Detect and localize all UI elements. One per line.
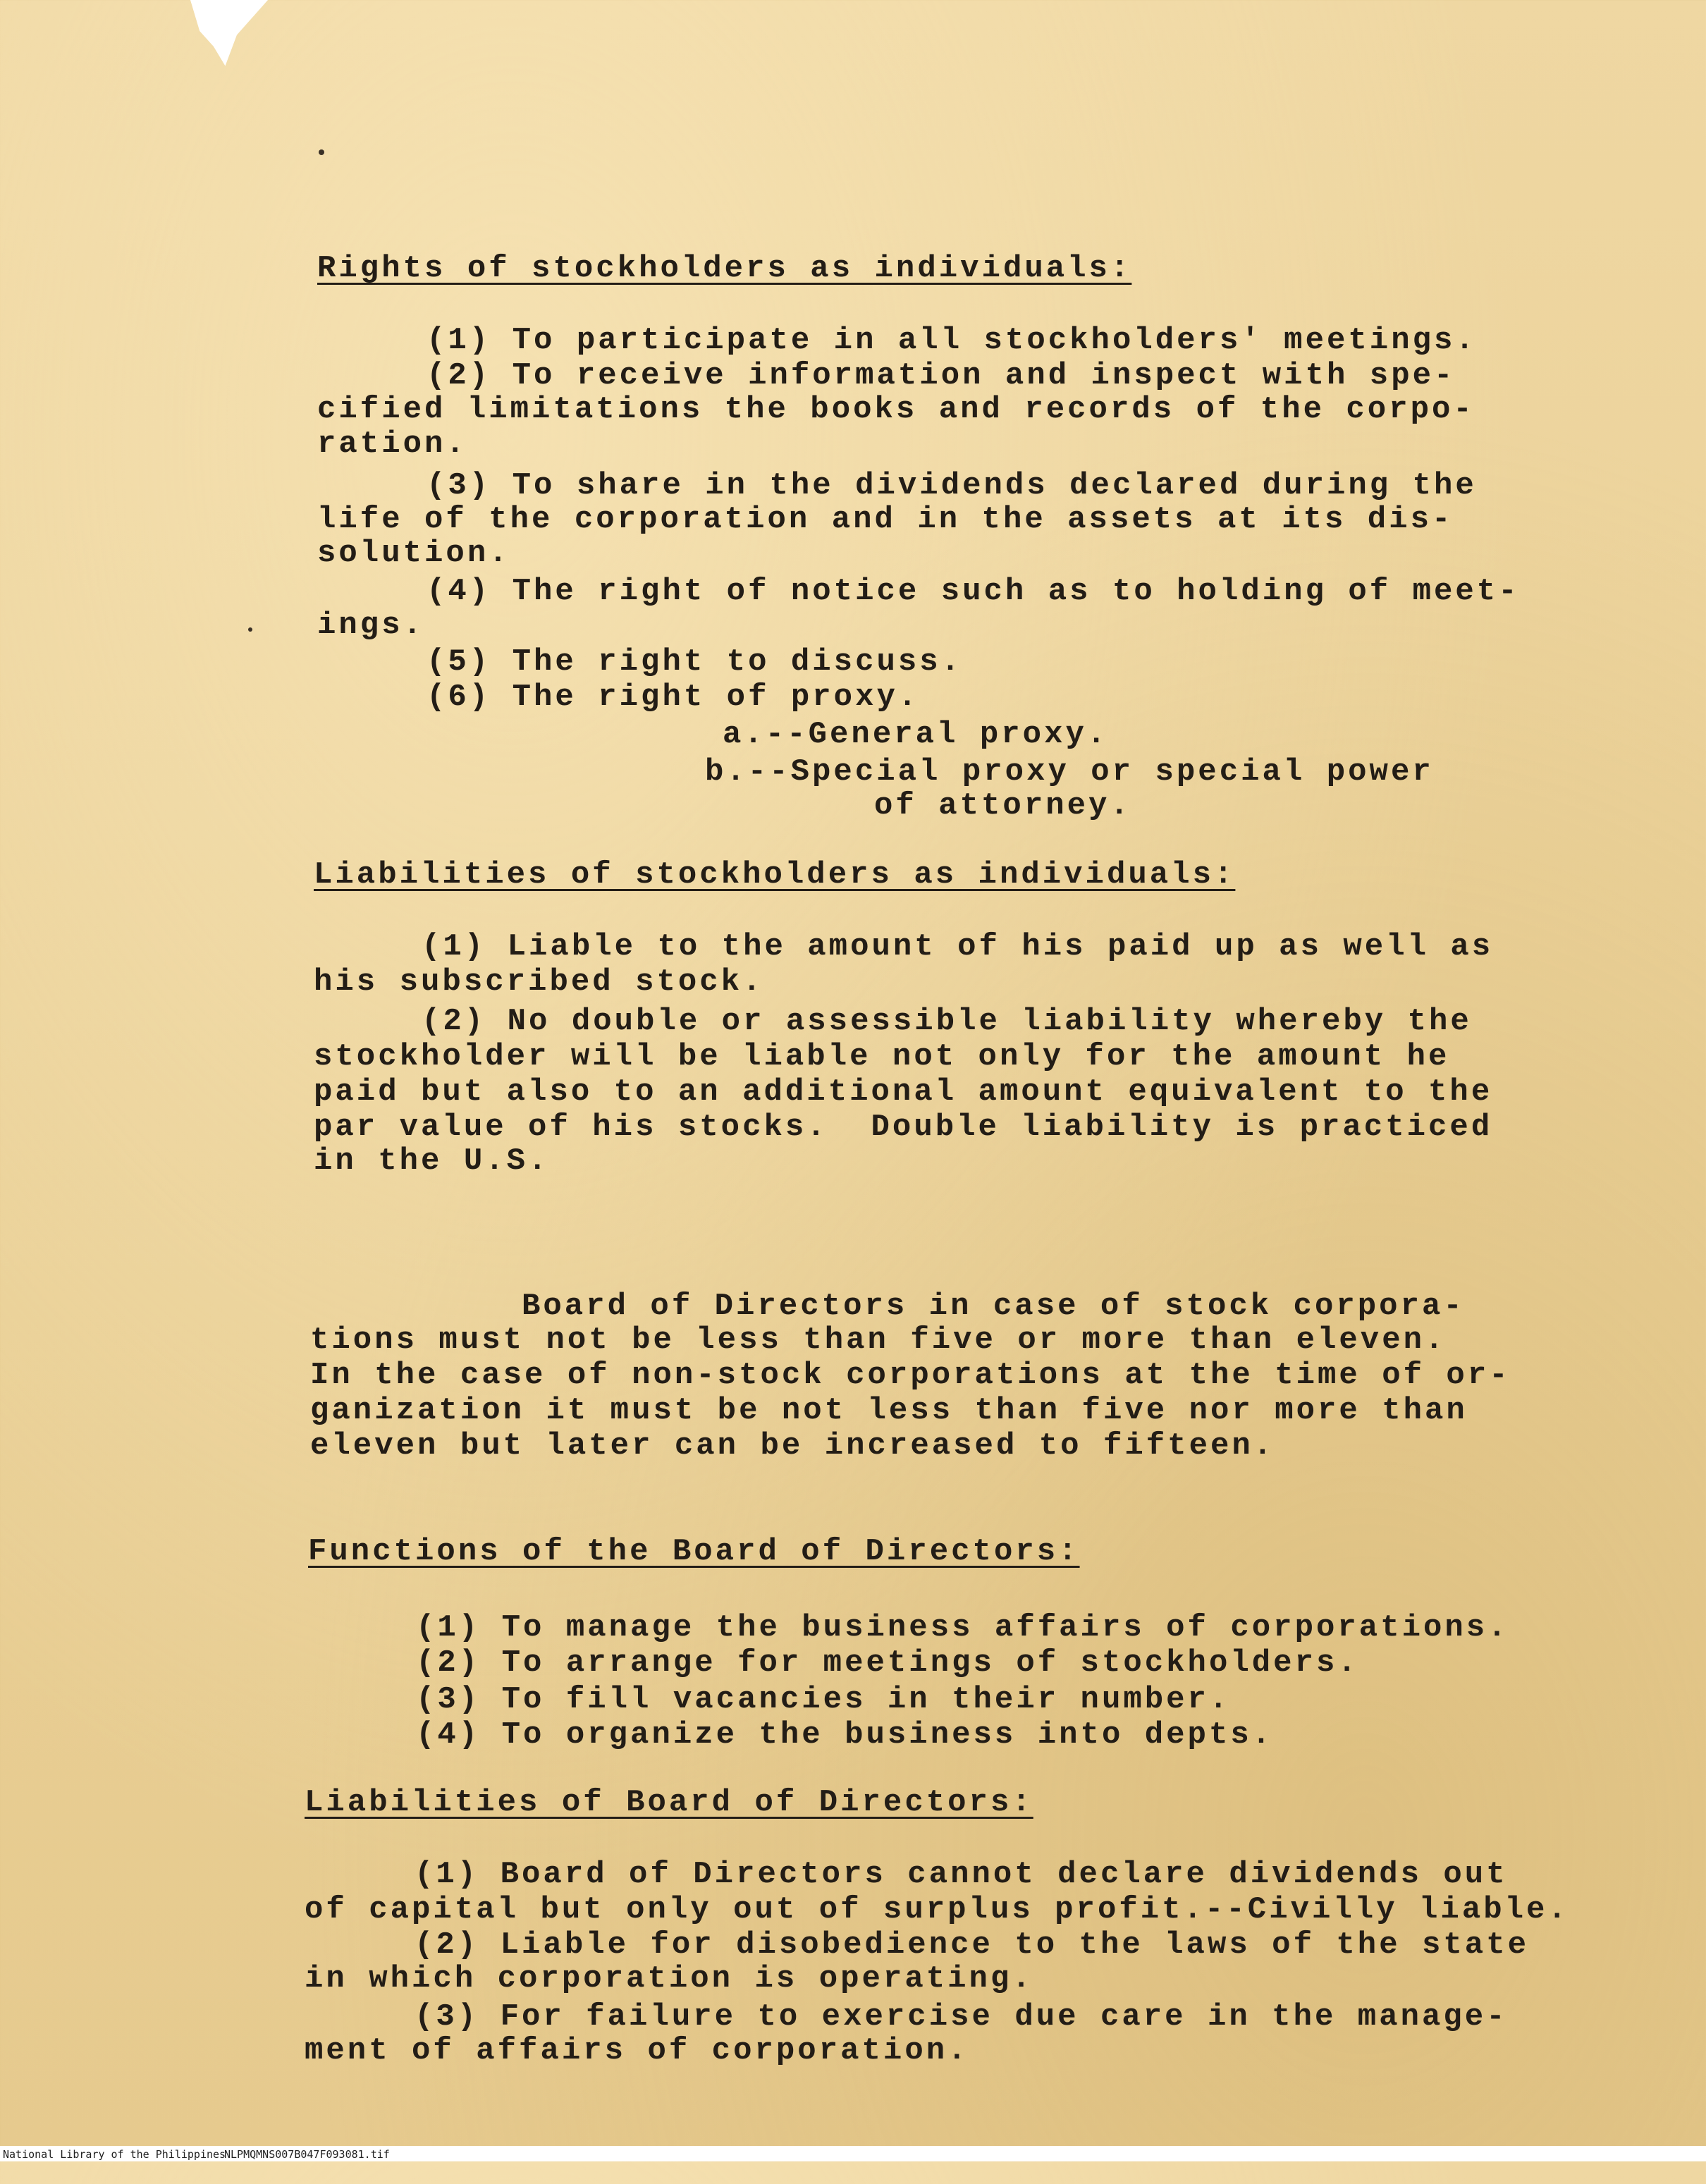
text-line: eleven but later can be increased to fifteen. [310, 1428, 1275, 1464]
text-line: stockholder will be liable not only for the amount he [314, 1039, 1450, 1074]
text-line: (5) The right to discuss. [426, 644, 963, 680]
text-line: (1) To manage the business affairs of corporations. [416, 1610, 1509, 1645]
footer-institution: National Library of the Philippines [3, 2148, 226, 2161]
text-line: (4) The right of notice such as to holding of meet- [426, 574, 1520, 609]
text-line: life of the corporation and in the assets at its dis- [317, 502, 1454, 537]
ink-speck [248, 627, 252, 632]
text-line: (2) No double or assessible liability whereby the [422, 1004, 1472, 1039]
text-line: (2) Liable for disobedience to the laws of the state [415, 1927, 1530, 1963]
text-line: (2) To receive information and inspect with spe- [426, 358, 1456, 393]
text-line: of capital but only out of surplus profit.--Civilly liable. [305, 1892, 1569, 1927]
text-line: paid but also to an additional amount equivalent to the [314, 1074, 1493, 1110]
section-heading-board-liabilities: Liabilities of Board of Directors: [305, 1785, 1033, 1820]
text-line: In the case of non-stock corporations at the time of or- [310, 1358, 1511, 1393]
text-line: (2) To arrange for meetings of stockholders. [416, 1645, 1359, 1681]
text-line: in which corporation is operating. [305, 1961, 1033, 1996]
torn-corner [190, 0, 268, 78]
text-line: ganization it must be not less than five nor more than [310, 1393, 1468, 1428]
text-line: tions must not be less than five or more than eleven. [310, 1323, 1447, 1358]
footer-file-id: NLPMQMNS007B047F093081.tif [224, 2148, 390, 2161]
text-line: ment of affairs of corporation. [305, 2033, 969, 2068]
text-line: a.--General proxy. [723, 717, 1109, 752]
text-line: in the U.S. [314, 1143, 550, 1179]
section-heading-stockholder-liabilities: Liabilities of stockholders as individuals: [314, 857, 1236, 892]
text-line: cified limitations the books and records of the corpo- [317, 392, 1475, 427]
text-line: (1) To participate in all stockholders' meetings. [426, 323, 1477, 358]
text-line: (6) The right of proxy. [426, 680, 920, 715]
text-line: (3) To fill vacancies in their number. [416, 1682, 1231, 1717]
section-heading-rights: Rights of stockholders as individuals: [317, 251, 1132, 286]
text-line: (1) Liable to the amount of his paid up as well as [422, 929, 1494, 964]
text-line: of attorney. [874, 788, 1131, 823]
text-line: par value of his stocks. Double liability is practiced [314, 1110, 1493, 1145]
text-line: (4) To organize the business into depts. [416, 1717, 1274, 1753]
text-line: (3) For failure to exercise due care in the manage- [415, 1999, 1508, 2035]
text-line: ings. [317, 608, 425, 643]
text-line: Board of Directors in case of stock corpora- [522, 1289, 1465, 1324]
text-line: his subscribed stock. [314, 964, 764, 1000]
text-line: ration. [317, 427, 467, 462]
text-line: (1) Board of Directors cannot declare dividends out [415, 1857, 1508, 1892]
section-heading-board-functions: Functions of the Board of Directors: [308, 1534, 1080, 1569]
ink-speck [319, 149, 324, 155]
text-line: b.--Special proxy or special power [705, 754, 1434, 790]
text-line: (3) To share in the dividends declared during the [426, 468, 1477, 503]
text-line: solution. [317, 536, 510, 571]
scan-footer [0, 2146, 1706, 2161]
